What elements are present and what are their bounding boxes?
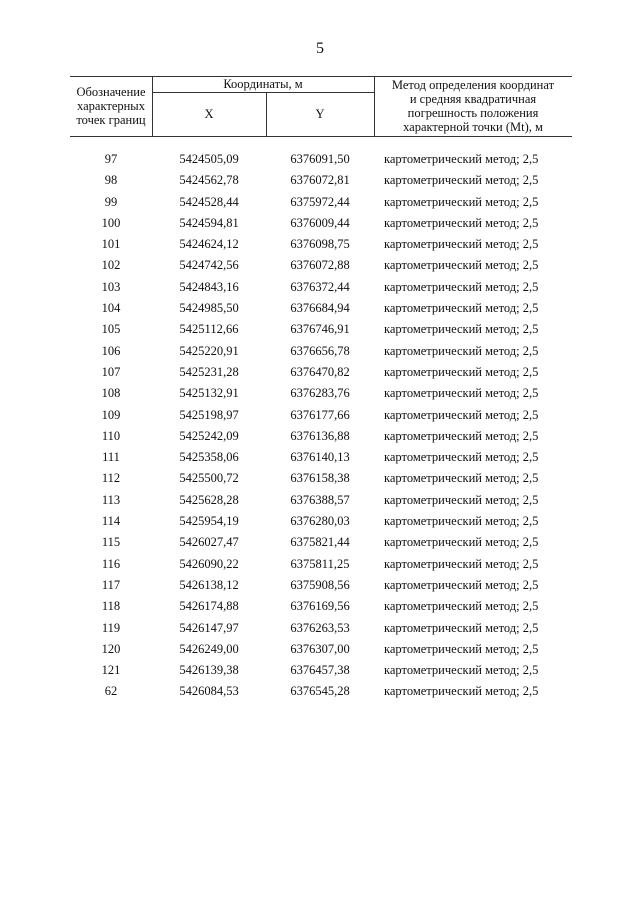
coord-x: 5424505,09 [179,152,239,166]
coord-y: 6376263,53 [290,620,350,635]
method-value: картометрический метод; 2,5 [384,556,539,571]
header-x: X [204,107,214,121]
method-value: картометрический метод; 2,5 [384,450,539,465]
table-row [70,362,572,383]
coord-x: 5425242,09 [179,428,239,443]
coord-y: 6376372,44 [290,279,350,294]
table-row [70,405,572,426]
table-row [70,490,572,511]
method-value: картометрический метод; 2,5 [384,471,539,486]
point-id: 104 [101,301,121,316]
coord-x: 5425500,72 [179,471,239,486]
coord-x: 5426147,97 [179,620,239,635]
point-id: 110 [101,428,121,443]
table-row [70,681,572,702]
header-method-line-3: погрешность положения [407,106,539,120]
coord-y: 6376158,38 [290,471,350,486]
table-row [70,468,572,489]
coord-x: 5425954,19 [179,514,239,529]
table-row [70,426,572,447]
table-row [70,596,572,617]
method-value: картометрический метод; 2,5 [384,514,539,529]
coord-y: 6376307,00 [290,641,350,656]
table-row [70,660,572,681]
coord-y: 6376072,88 [290,258,350,273]
coord-y: 6376009,44 [290,215,350,230]
method-value: картометрический метод; 2,5 [384,535,539,550]
coord-x: 5426174,88 [179,599,239,614]
point-id: 120 [101,641,121,656]
coord-y: 6375821,44 [290,535,350,550]
point-id: 119 [101,620,121,635]
method-value: картометрический метод; 2,5 [384,258,539,273]
header-method-line-4: характерной точки (Mt), м [403,120,543,134]
point-id: 109 [101,407,121,422]
header-coordinates: Координаты, м [223,77,303,91]
table-row [70,149,572,170]
coord-x: 5425358,06 [179,450,239,465]
coord-x: 5425231,28 [179,364,239,379]
coord-x: 5426139,38 [179,663,239,678]
method-value: картометрический метод; 2,5 [384,173,539,188]
header-y: Y [315,107,325,121]
point-id: 111 [102,450,120,465]
method-value: картометрический метод; 2,5 [384,194,539,209]
header-designation [70,76,152,136]
header-designation-line-2: характерных [77,99,145,113]
coord-y: 6376545,28 [290,684,350,699]
coord-y: 6376388,57 [290,492,350,507]
point-id: 105 [101,322,121,337]
coord-x: 5425198,97 [179,407,239,422]
coord-y: 6375972,44 [290,194,350,209]
point-id: 103 [101,279,121,294]
point-id: 115 [101,535,121,550]
table-row [70,341,572,362]
table-row [70,277,572,298]
coord-y: 6376140,13 [290,450,350,465]
table-row [70,213,572,234]
method-value: картометрический метод; 2,5 [384,492,539,507]
coord-x: 5424985,50 [179,301,239,316]
point-id: 97 [104,152,118,166]
coord-x: 5424843,16 [179,279,239,294]
header-bottom-rule [70,136,572,137]
coord-y: 6376280,03 [290,514,350,529]
table-row [70,170,572,191]
method-value: картометрический метод; 2,5 [384,577,539,592]
coord-x: 5425112,66 [179,322,239,337]
point-id: 107 [101,364,121,379]
table-row [70,255,572,276]
coord-y: 6376136,88 [290,428,350,443]
method-value: картометрический метод; 2,5 [384,620,539,635]
coord-x: 5425628,28 [179,492,239,507]
point-id: 112 [101,471,121,486]
point-id: 101 [101,237,121,252]
table-row [70,192,572,213]
method-value: картометрический метод; 2,5 [384,663,539,678]
point-id: 116 [101,556,121,571]
point-id: 62 [104,684,118,699]
point-id: 113 [101,492,121,507]
table-row [70,575,572,596]
header-method [374,76,572,136]
method-value: картометрический метод; 2,5 [384,364,539,379]
method-value: картометрический метод; 2,5 [384,428,539,443]
table-row [70,234,572,255]
coord-y: 6376470,82 [290,364,350,379]
table-body [70,149,572,703]
coord-x: 5425132,91 [179,386,239,401]
coord-y: 6375811,25 [290,556,350,571]
coord-x: 5426084,53 [179,684,239,699]
method-value: картометрический метод; 2,5 [384,301,539,316]
method-value: картометрический метод; 2,5 [384,641,539,656]
table-row [70,511,572,532]
coord-y: 6376746,91 [290,322,350,337]
table-row [70,618,572,639]
coord-x: 5424528,44 [179,194,239,209]
coord-y: 6376457,38 [290,663,350,678]
table-row [70,447,572,468]
table-row [70,532,572,553]
table-row [70,319,572,340]
coord-y: 6375908,56 [290,577,350,592]
method-value: картометрический метод; 2,5 [384,343,539,358]
method-value: картометрический метод; 2,5 [384,386,539,401]
coord-y: 6376684,94 [290,301,350,316]
point-id: 106 [101,343,121,358]
point-id: 98 [104,173,118,188]
point-id: 102 [101,258,121,273]
method-value: картометрический метод; 2,5 [384,215,539,230]
coord-x: 5424594,81 [179,215,239,230]
header-designation-line-1: Обозначение [76,85,146,99]
header-method-line-1: Метод определения координат [391,78,555,92]
header-method-line-2: и средняя квадратичная [409,92,537,106]
coord-x: 5424562,78 [179,173,239,188]
point-id: 114 [101,514,121,529]
coord-x: 5425220,91 [179,343,239,358]
coord-x: 5426249,00 [179,641,239,656]
coord-y: 6376169,56 [290,599,350,614]
table-row [70,298,572,319]
point-id: 118 [101,599,121,614]
table-header [70,76,572,137]
coord-x: 5426090,22 [179,556,239,571]
method-value: картометрический метод; 2,5 [384,237,539,252]
coord-x: 5424742,56 [179,258,239,273]
coord-y: 6376098,75 [290,237,350,252]
coord-y: 6376177,66 [290,407,350,422]
header-designation-line-3: точек границ [76,113,146,127]
method-value: картометрический метод; 2,5 [384,684,539,699]
method-value: картометрический метод; 2,5 [384,599,539,614]
method-value: картометрический метод; 2,5 [384,152,539,166]
coord-x: 5426138,12 [179,577,239,592]
table-row [70,383,572,404]
coord-x: 5426027,47 [179,535,239,550]
coord-x: 5424624,12 [179,237,239,252]
point-id: 121 [101,663,121,678]
coord-y: 6376283,76 [290,386,350,401]
table-row [70,639,572,660]
coord-y: 6376091,50 [290,152,350,166]
point-id: 117 [101,577,121,592]
page-number: 5 [316,40,324,57]
table-row [70,554,572,575]
method-value: картометрический метод; 2,5 [384,322,539,337]
point-id: 108 [101,386,121,401]
method-value: картометрический метод; 2,5 [384,279,539,294]
point-id: 99 [104,194,118,209]
method-value: картометрический метод; 2,5 [384,407,539,422]
coord-y: 6376072,81 [290,173,350,188]
point-id: 100 [101,215,121,230]
coord-y: 6376656,78 [290,343,350,358]
